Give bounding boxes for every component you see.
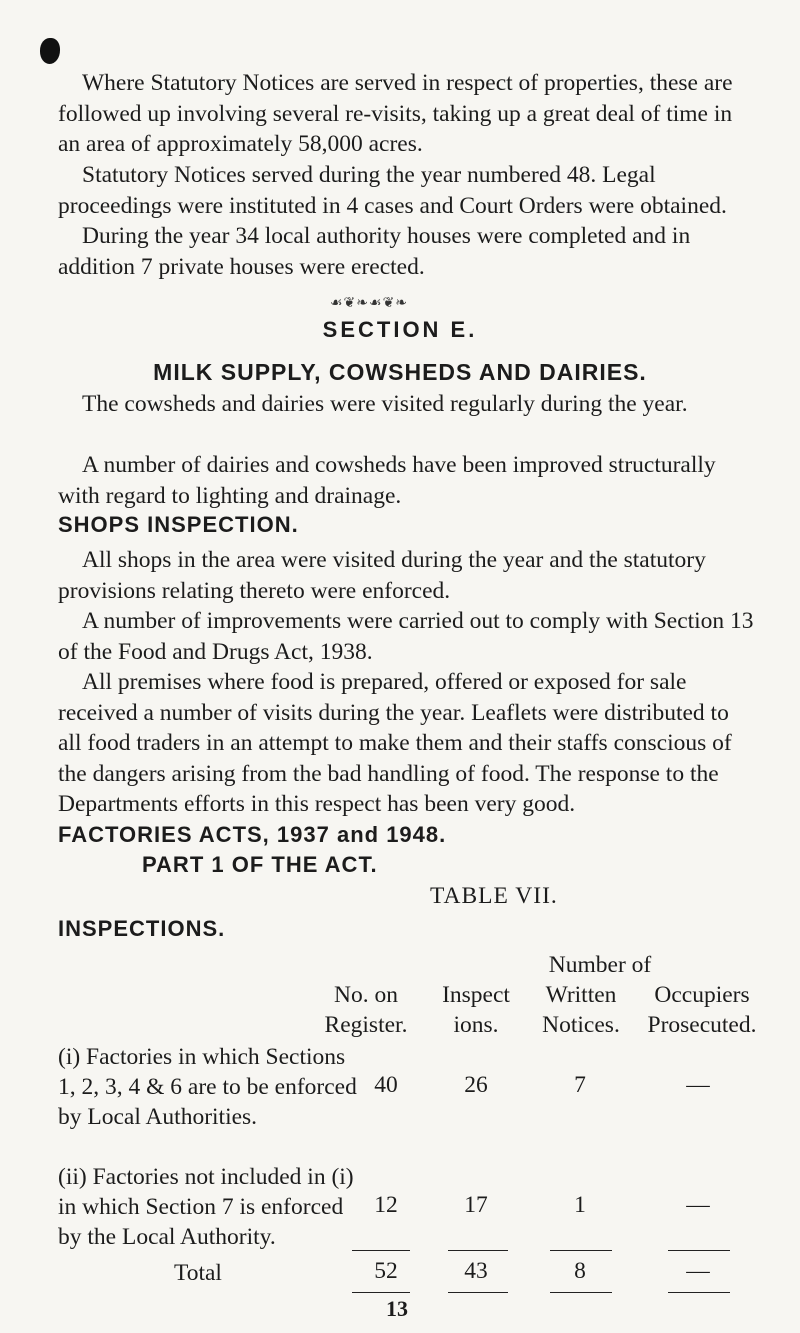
total-prosecuted: —: [686, 1258, 710, 1284]
total-rule-bottom-prosecuted: [668, 1292, 730, 1293]
total-rule-bottom-notices: [550, 1292, 612, 1293]
intro-paragraph-2: Statutory Notices served during the year numbered 48. Legal proceedings were instituted in 4 cases and Court Orders were obtained.: [58, 162, 727, 219]
total-notices: 8: [574, 1258, 586, 1284]
col-inspections: Inspect ions.: [442, 982, 510, 1038]
ink-blot: [40, 38, 60, 64]
total-rule-bottom-register: [352, 1292, 410, 1293]
row-2-label: (ii) Factories not included in (i) in which Section 7 is enforced by the Local Authority.: [58, 1164, 354, 1250]
table-title: TABLE VII.: [430, 883, 558, 909]
part-1-heading: PART 1 OF THE ACT.: [142, 852, 378, 877]
factories-heading: FACTORIES ACTS, 1937 and 1948.: [58, 822, 447, 847]
total-rule-top-inspections: [448, 1250, 508, 1251]
section-e-title: SECTION E.: [322, 317, 478, 342]
page-number: 13: [386, 1296, 408, 1321]
row-2-inspections: 17: [464, 1192, 488, 1218]
row-1-prosecuted: —: [686, 1072, 710, 1098]
total-rule-top-notices: [550, 1250, 612, 1251]
row-1-notices: 7: [574, 1072, 586, 1098]
total-rule-bottom-inspections: [448, 1292, 508, 1293]
inspections-heading: INSPECTIONS.: [58, 916, 226, 941]
row-2-register: 12: [374, 1192, 398, 1218]
row-1-register: 40: [374, 1072, 398, 1098]
row-2-prosecuted: —: [686, 1192, 710, 1218]
intro-paragraph-1: Where Statutory Notices are served in respect of properties, these are followed up involving several re-visits, taking up a great deal of time in an area of approximately 58,000 acres.: [58, 70, 733, 157]
col-notices: Written Notices.: [542, 982, 620, 1038]
row-2-notices: 1: [574, 1192, 586, 1218]
shops-paragraph-1: All shops in the area were visited during the year and the statutory provisions relating thereto were enforced.: [58, 547, 706, 604]
col-register: No. on Register.: [324, 982, 408, 1038]
milk-supply-heading: MILK SUPPLY, COWSHEDS AND DAIRIES.: [153, 359, 647, 385]
col-occupiers: Occupiers Prosecuted.: [647, 982, 757, 1038]
total-inspections: 43: [464, 1258, 488, 1284]
milk-paragraph-1: The cowsheds and dairies were visited regularly during the year.: [82, 391, 688, 417]
intro-paragraph-3: During the year 34 local authority houses were completed and in addition 7 private houses were erected.: [58, 223, 691, 280]
shops-paragraph-2: A number of improvements were carried out to comply with Section 13 of the Food and Drugs Act, 1938.: [58, 608, 754, 665]
total-rule-top-register: [352, 1250, 410, 1251]
shops-paragraph-3: All premises where food is prepared, offered or exposed for sale received a number of visits during the year. Leaflets were distributed to all food traders in an attempt to make them and their staffs conscious of the dangers arising from the bad handling of food. The response to the Departments efforts in this respect has been very good.: [58, 669, 732, 817]
total-label: Total: [174, 1260, 222, 1286]
col-number-of: Number of: [548, 952, 652, 978]
total-rule-top-prosecuted: [668, 1250, 730, 1251]
milk-paragraph-2: A number of dairies and cowsheds have been improved structurally with regard to lighting and drainage.: [58, 452, 716, 509]
ornament-divider: ☙❦❧☙❦❧: [330, 296, 409, 311]
row-1-label: (i) Factories in which Sections 1, 2, 3, 4 & 6 are to be enforced by Local Authorities.: [58, 1044, 357, 1130]
shops-heading: SHOPS INSPECTION.: [58, 512, 299, 537]
row-1-inspections: 26: [464, 1072, 488, 1098]
total-register: 52: [374, 1258, 398, 1284]
